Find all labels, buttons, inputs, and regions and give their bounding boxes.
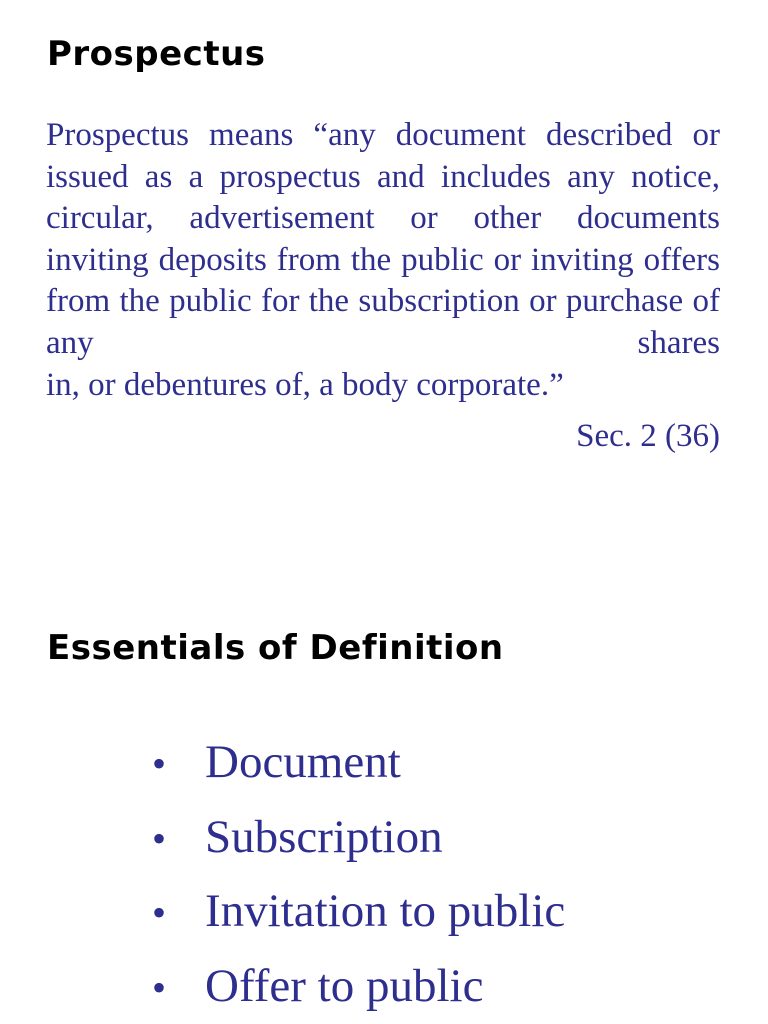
bullet-icon: • [152, 815, 167, 861]
essentials-heading: Essentials of Definition [47, 628, 504, 668]
list-item-label: Document [205, 736, 401, 788]
bullet-icon: • [152, 741, 167, 786]
list-item-label: Offer to public [205, 959, 484, 1012]
bullet-icon: • [152, 890, 167, 935]
list-item [152, 801, 565, 876]
list-item [152, 950, 565, 1024]
list-item [152, 726, 565, 801]
definition-text: Prospectus means “any document described or issued as a prospectus and includes any notice, circular, advertisement or other documents inviting deposits from the public or inviting offers from the public for the subscription or purchase of any shares [46, 117, 720, 361]
list-item [152, 875, 565, 950]
list-item-label: Subscription [205, 810, 443, 863]
essentials-list [152, 726, 565, 1024]
list-item-label: Invitation to public [205, 885, 566, 937]
section-citation: Sec. 2 (36) [576, 418, 720, 454]
bullet-icon: • [152, 964, 167, 1010]
definition-last-line: in, or debentures of, a body corporate.” [46, 366, 564, 403]
prospectus-heading: Prospectus [47, 34, 266, 74]
prospectus-definition [46, 115, 720, 406]
